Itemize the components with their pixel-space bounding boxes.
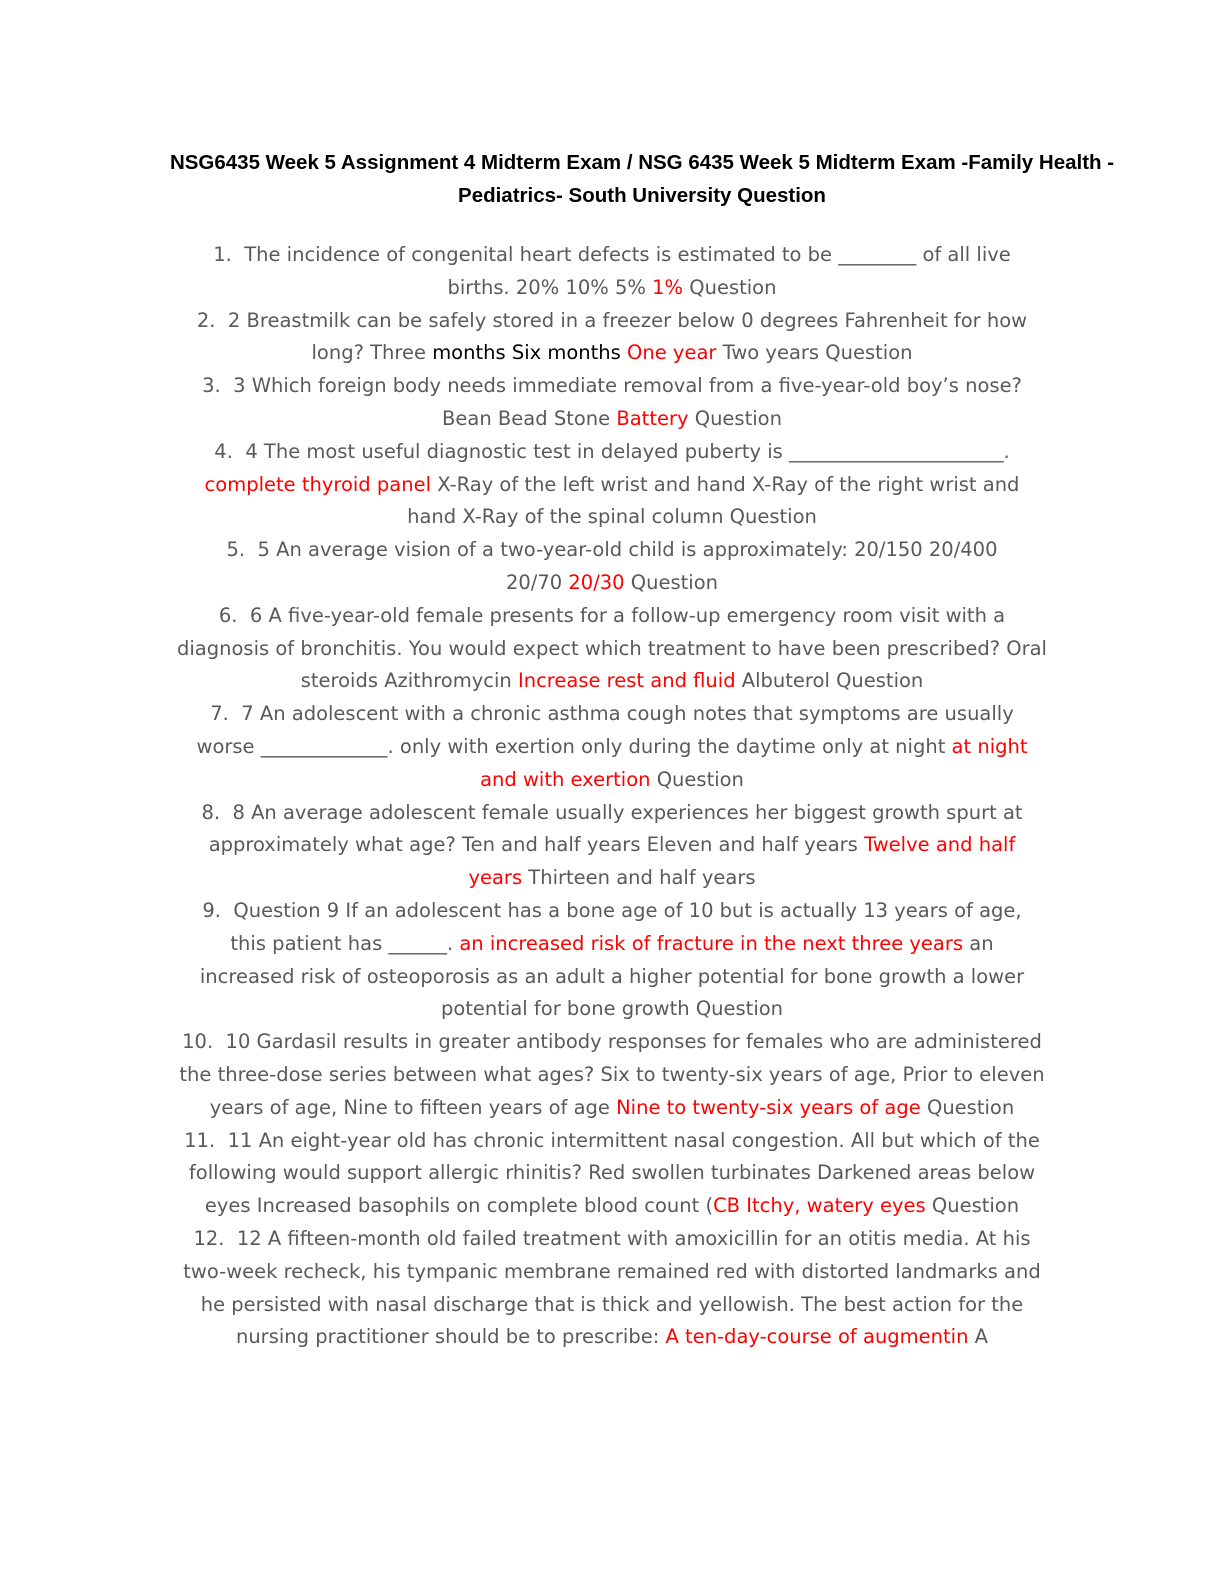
question-item [197, 534, 1027, 600]
question-text: an increased risk of osteoporosis as an adult a higher potential for bone growth a lower potential for bone growth Question [199, 931, 1025, 1021]
question-text: Question [683, 275, 777, 299]
question-item [177, 600, 1047, 698]
question-text: 5 An average vision of a two-year-old child is approximately: 20/150 20/400 20/70 [257, 538, 998, 594]
question-text: Albuterol Question [735, 669, 924, 693]
question-text: 3 Which foreign body needs immediate removal from a five-year-old boy’s nose? Bean Bead Stone [233, 374, 1022, 430]
question-text: Question 9 If an adolescent has a bone age of 10 but is actually 13 years of age, this patient has ______. [230, 898, 1022, 955]
question-text: Question [688, 406, 782, 430]
question-text: months Six months [432, 341, 621, 365]
question-text: Question [650, 767, 744, 791]
question-item [172, 1223, 1052, 1354]
question-text: Question [624, 570, 719, 594]
question-item [182, 436, 1042, 534]
question-item [167, 1125, 1057, 1223]
highlighted-answer: an increased risk of fracture in the next three years [459, 931, 964, 955]
highlighted-answer: 1% [652, 275, 684, 299]
highlighted-answer: complete thyroid panel [204, 472, 431, 496]
question-number: 9. [202, 898, 234, 922]
highlighted-answer: A ten-day-course of augmentin [665, 1325, 969, 1349]
question-item [172, 1026, 1052, 1124]
question-item [187, 895, 1037, 1026]
question-number: 11. [184, 1128, 228, 1152]
highlighted-answer: Nine to twenty-six years of age [616, 1095, 921, 1119]
question-number: 7. [210, 702, 242, 726]
question-text: 10 Gardasil results in greater antibody responses for females who are administered the three-dose series between what ages? Six to twenty-six years of age, Prior to eleven years of age, Nine to fifteen years of age [179, 1030, 1045, 1119]
highlighted-answer: at night and with exertion [480, 734, 1028, 791]
question-item [182, 370, 1042, 436]
question-number: 6. [218, 603, 250, 627]
highlighted-answer: CB Itchy, watery eyes [713, 1194, 926, 1218]
question-text: 6 A five-year-old female presents for a follow-up emergency room visit with a diagnosis of bronchitis. You would expect which treatment to have been prescribed? Oral steroids Azithromycin [177, 603, 1047, 693]
question-text: X-Ray of the left wrist and hand X-Ray of the right wrist and hand X-Ray of the spinal column Question [407, 472, 1020, 529]
question-number: 1. [213, 243, 245, 266]
question-number: 2. [196, 308, 228, 332]
question-text: Two years Question [716, 341, 913, 365]
question-number: 12. [193, 1226, 237, 1250]
question-text: Thirteen and half years [522, 866, 756, 890]
question-number: 10. [182, 1030, 226, 1054]
question-number: 5. [226, 538, 258, 562]
question-item [192, 698, 1032, 796]
question-number: 4. [214, 439, 246, 463]
highlighted-answer: Twelve and half years [468, 833, 1016, 890]
question-number: 3. [202, 374, 234, 398]
question-item [182, 797, 1042, 895]
question-text: 8 An average adolescent female usually experiences her biggest growth spurt at approximately what age? Ten and half years Eleven and half years [208, 800, 1023, 857]
question-text: 4 The most useful diagnostic test in delayed puberty is ______________________. [245, 439, 1010, 463]
question-text: Question [925, 1194, 1020, 1218]
highlighted-answer: One year [627, 341, 717, 365]
question-text: 2 Breastmilk can be safely stored in a freezer below 0 degrees Fahrenheit for how long? Three [227, 308, 1028, 365]
question-text: A [968, 1325, 989, 1349]
question-text: Question [920, 1095, 1015, 1119]
highlighted-answer: Increase rest and fluid [517, 669, 736, 693]
question-text: 7 An adolescent with a chronic asthma cough notes that symptoms are usually worse _____________. only with exertion only during the daytime only at night [196, 702, 1014, 758]
question-list [0, 239, 1224, 1354]
question-number: 8. [201, 800, 233, 824]
question-text: 12 A fifteen-month old failed treatment with amoxicillin for an otitis media. At his two-week recheck, his tympanic membrane remained red with distorted landmarks and he persisted with nasal discharge that is thick and yellowish. The best action for the nursing practitioner should be to prescribe: [183, 1226, 1041, 1349]
document-title: NSG6435 Week 5 Assignment 4 Midterm Exam / NSG 6435 Week 5 Midterm Exam -Family Health - Pediatrics- South University Question [169, 151, 1115, 207]
question-text: The incidence of congenital heart defects is estimated to be ________ of all live births. 20% 10% 5% [244, 243, 1011, 299]
highlighted-answer: Battery [616, 406, 689, 430]
question-item [172, 305, 1052, 371]
question-text: 11 An eight-year old has chronic intermittent nasal congestion. All but which of the following would support allergic rhinitis? Red swollen turbinates Darkened areas below eyes Increased basophils on complete blood count ( [188, 1128, 1040, 1218]
highlighted-answer: 20/30 [568, 570, 625, 594]
question-item [192, 239, 1032, 305]
